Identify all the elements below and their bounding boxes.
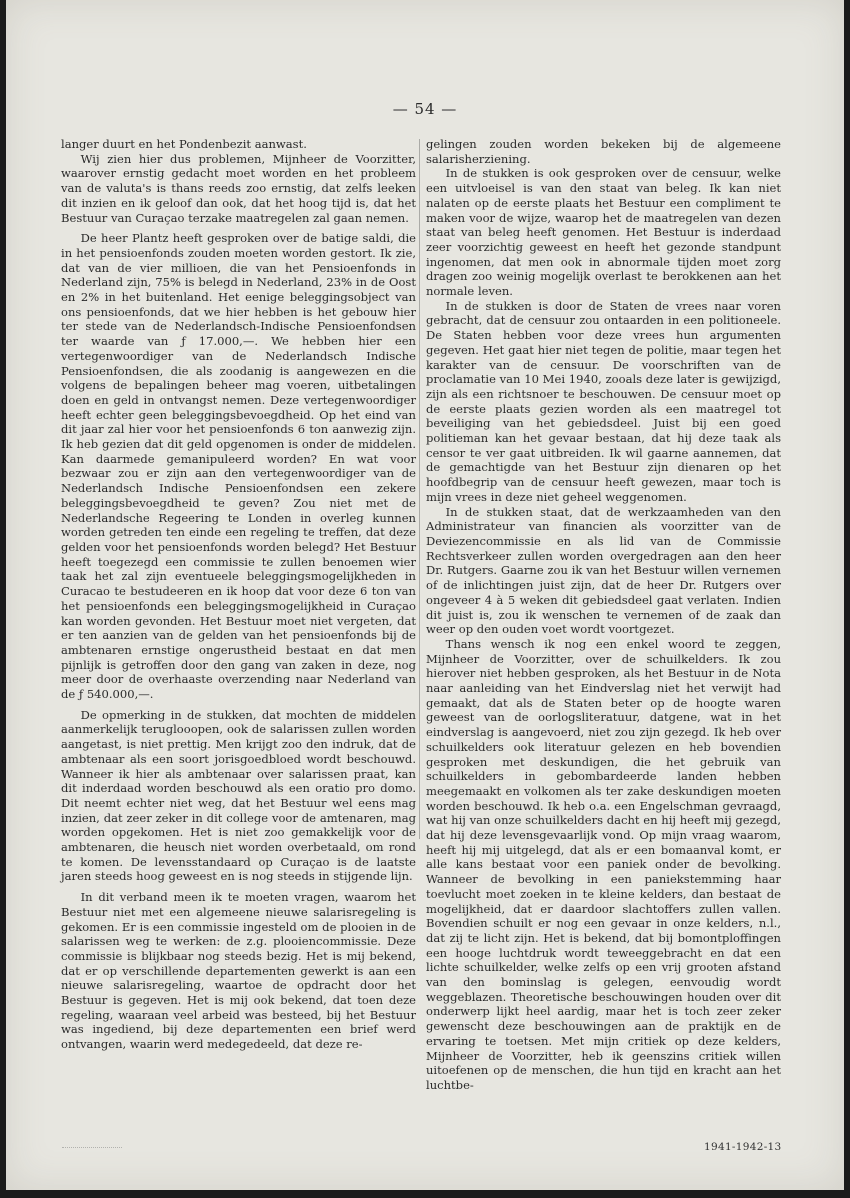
paragraph: Thans wensch ik nog een enkel woord te zeggen, Mijnheer de Voorzitter, over de schuilkelders. Ik zou hierover niet hebben gesproken, als het Bestuur in de Nota naar aanleiding van het Eindverslag niet het verwijt had gemaakt, dat als de Staten beter op de hoogte waren geweest van de oorlogsliteratuur, datgene, wat in het eindverslag is aangevoerd, niet zou zijn gezegd. Ik heb over schuilkelders ook literatuur gelezen en heb bovendien gesproken met deskundigen, die het gebruik van schuilkelders in gebombardeerde landen hebben meegemaakt en volkomen als ter zake deskundigen moeten worden beschouwd. Ik heb o.a. een Engelschman gevraagd, wat hij van onze schuilkelders dacht en hij heeft mij gezegd, dat hij deze levensgevaarlijk vond. Op mijn vraag waarom, heeft hij mij uitgelegd, dat als er een bomaanval komt, er alle kans bestaat voor een paniek onder de bevolking. Wanneer de bevolking in een paniekstemming haar toevlucht moet zoeken in te kleine kelders, dan bestaat de mogelijkheid, dat er daardoor slachtoffers zullen vallen. Bovendien schuilt er nog een gevaar in onze kelders, n.l., dat zij te licht zijn. Het is bekend, dat bij bomontploffingen een hooge luchtdruk wordt teweeggebracht en dat een lichte schuilkelder, welke zelfs op een vrij grooten afstand van den bominslag is gelegen, eenvoudig wordt weggeblazen. Theoretische beschouwingen houden over dit onderwerp lijkt heel aardig, maar het is toch zeer zeker gewenscht deze beschouwingen aan de praktijk en de ervaring te toetsen. Met mijn critiek op deze kelders, Mijnheer de Voorzitter, heb ik geenszins critiek willen uitoefenen op de menschen, die hun tijd en kracht aan het luchtbe-: [426, 636, 781, 1092]
column-divider: [419, 139, 420, 839]
paragraph: gelingen zouden worden bekeken bij de algemeene salarisherziening.: [426, 137, 781, 166]
paragraph: Wij zien hier dus problemen, Mijnheer de Voorzitter, waarover ernstig gedacht moet worden en het probleem van de valuta's is thans reeds zoo ernstig, dat zelfs leeken dit inzien en ik geloof dan ook, dat het hoog tijd is, dat het Bestuur van Curaçao terzake maatregelen zal gaan nemen.: [61, 151, 416, 225]
paragraph: langer duurt en het Pondenbezit aanwast.: [61, 137, 307, 151]
paragraph: In dit verband meen ik te moeten vragen, waarom het Bestuur niet met een algemeene nieuwe salarisregeling is gekomen. Er is een commissie ingesteld om de plooien in de salarissen weg te werken: de z.g. plooiencommissie. Deze commissie is blijkbaar nog steeds bezig. Het is mij bekend, dat er op verschillende departementen gewerkt is aan een nieuwe salarisregeling, waartoe de opdracht door het Bestuur is gegeven. Het is mij ook bekend, dat toen deze regeling, waaraan veel arbeid was besteed, bij het Bestuur was ingediend, bij deze departementen een brief werd ontvangen, waarin werd medegedeeld, dat deze re-: [61, 890, 416, 1052]
paragraph: De opmerking in de stukken, dat mochten de middelen aanmerkelijk teruglooopen, ook de salarissen zullen worden aangetast, is niet prettig. Men krijgt zoo den indruk, dat de ambtenaar als een soort jorisgoedbloed wordt beschouwd. Wanneer ik hier als ambtenaar over salarissen praat, kan dit inderdaad worden beschouwd als een oratio pro domo. Dit neemt echter niet weg, dat het Bestuur wel eens mag inzien, dat zeer zeker in dit college voor de amtenaren, mag worden opgekomen. Het is niet zoo gemakkelijk voor de ambtenaren, die heusch niet worden overbetaald, om rond te komen. De levensstandaard op Curaçao is de laatste jaren steeds hoog geweest en is nog steeds in stijgende lijn.: [61, 707, 416, 884]
paragraph: In de stukken is ook gesproken over de censuur, welke een uitvloeisel is van den staat van beleg. Ik kan niet nalaten op de eerste plaats het Bestuur een compliment te maken voor de wijze, waarop het de maatregelen van dezen staat van beleg heeft genomen. Het Bestuur is inderdaad zeer voorzichtig geweest en heeft het gezonde standpunt ingenomen, dat men ook in abnormale tijden moet zorg dragen zoo weinig mogelijk overlast te berokkenen aan het normale leven.: [426, 166, 781, 299]
page-number: — 54 —: [392, 100, 458, 118]
left-column: [61, 137, 416, 1052]
faint-mark: [62, 1147, 122, 1154]
archive-code: 1941-1942-13: [704, 1141, 782, 1153]
right-column: [426, 137, 781, 1093]
paragraph: In de stukken staat, dat de werkzaamheden van den Administrateur van financien als voorzitter van de Deviezencommissie en als lid van de Commissie Rechtsverkeer zullen worden overgedragen aan den heer Dr. Rutgers. Gaarne zou ik van het Bestuur willen vernemen of de inlichtingen juist zijn, dat de heer Dr. Rutgers over ongeveer 4 à 5 weken dit gebiedsdeel gaat verlaten. Indien dit juist is, zou ik wenschen te vernemen of de zaak dan weer op den ouden voet wordt voortgezet.: [426, 504, 781, 637]
paragraph: De heer Plantz heeft gesproken over de batige saldi, die in het pensioenfonds zouden moeten worden gestort. Ik zie, dat van de vier millioen, die van het Pensioenfonds in Nederland zijn, 75% is belegd in Nederland, 23% in de Oost en 2% in het buitenland. Het eenige beleggingsobject van ons pensioenfonds, dat we hier hebben is het gebouw hier ter stede van de Nederlandsch-Indische Pensioenfondsen ter waarde van ƒ 17.000,—. We hebben hier een vertegenwoordiger van de Nederlandsch Indische Pensioenfondsen, die als zoodanig is aangewezen en die volgens de bepalingen beheer mag voeren, uitbetalingen doen en geld in ontvangst nemen. Deze vertegenwoordiger heeft echter geen beleggingsbevoegdheid. Op het eind van dit jaar zal hier voor het pensioenfonds 6 ton aanwezig zijn. Ik heb gezien dat dit geld opgenomen is onder de middelen. Kan daarmede gemanipuleerd worden? En wat voor bezwaar zou er zijn aan den vertegenwoordiger van de Nederlandsch Indische Pensioenfondsen een zekere beleggingsbevoegdheid te geven? Zou niet met de Nederlandsche Regeering te Londen in overleg kunnen worden getreden ten einde een regeling te treffen, dat deze gelden voor het pensioenfonds worden belegd? Het Bestuur heeft toegezegd een commissie te zullen benoemen wier taak het zal zijn eventueele beleggingsmogelijkheden in Curacao te bestudeeren en ik hoop dat voor deze 6 ton van het pensioenfonds een beleggingsmogelijkheid in Curaçao kan worden gevonden. Het Bestuur moet niet vergeten, dat er ten aanzien van de gelden van het pensioenfonds bij de ambtenaren ernstige ongerustheid bestaat en dat men pijnlijk is getroffen door den gang van zaken in deze, nog meer door de overhaaste overzending naar Nederland van de ƒ 540.000,—.: [61, 231, 416, 702]
paragraph: In de stukken is door de Staten de vrees naar voren gebracht, dat de censuur zou ontaarden in een politioneele. De Staten hebben voor deze vrees hun argumenten gegeven. Het gaat hier niet tegen de politie, maar tegen het karakter van de censuur. De voorschriften van de proclamatie van 10 Mei 1940, zooals deze later is gewijzigd, zijn als een richtsnoer te beschouwen. De censuur moet op de eerste plaats gezien worden als een maatregel tot beveiliging van het gebiedsdeel. Juist bij een goed politieman kan het gevaar bestaan, dat hij deze taak als censor te ver gaat uitbreiden. Ik wil gaarne aannemen, dat de gemachtigde van het Bestuur zijn dienaren op het hoofdbegrip van de censuur heeft gewezen, maar toch is mijn vrees in deze niet geheel weggenomen.: [426, 298, 781, 504]
